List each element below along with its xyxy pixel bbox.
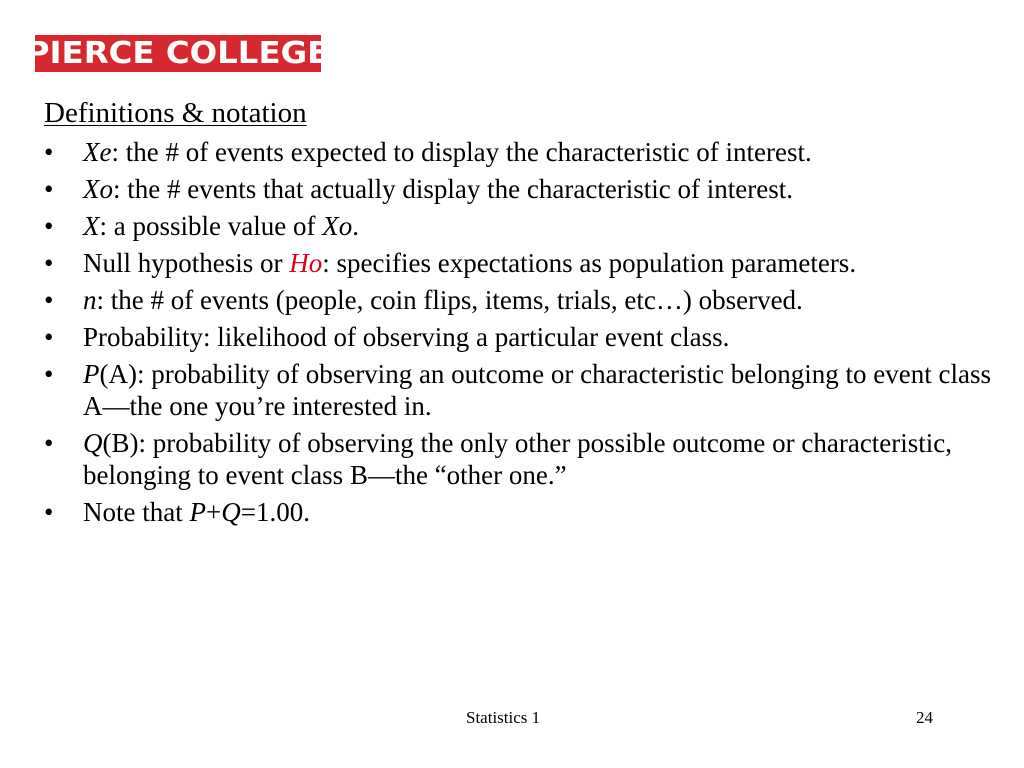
bullet-probability-text: Probability: likelihood of observing a particular event class. <box>83 322 730 352</box>
bullet-n-text: : the # of events (people, coin flips, items, trials, etc…) observed. <box>96 285 803 315</box>
term-xo-ref: Xo <box>322 211 353 241</box>
term-p-note: P <box>189 497 206 527</box>
bullet-note-end: =1.00. <box>240 497 310 527</box>
term-xe: Xe <box>83 137 112 167</box>
bullet-x-end: . <box>352 211 359 241</box>
bullet-q <box>44 427 994 491</box>
bullet-note-pre: Note that <box>83 497 190 527</box>
bullet-probability <box>44 321 994 353</box>
term-ho: Ho <box>289 248 323 278</box>
term-x: X <box>83 211 100 241</box>
term-xo: Xo <box>83 174 113 204</box>
bullet-xo-text: : the # events that actually display the characteristic of interest. <box>113 174 793 204</box>
bullet-ho-pre: Null hypothesis or <box>83 248 290 278</box>
term-p: P <box>83 359 100 389</box>
bullet-xe <box>44 136 994 168</box>
bullet-xo <box>44 173 994 205</box>
bullet-note-plus: + <box>205 497 222 527</box>
bullet-xe-text: : the # of events expected to display the characteristic of interest. <box>111 137 812 167</box>
pierce-college-logo <box>26 35 330 72</box>
footer-title: Statistics 1 <box>466 708 541 727</box>
term-q-note: Q <box>221 497 241 527</box>
logo-text: PIERCE COLLEGE <box>26 35 330 71</box>
bullet-note <box>44 496 994 528</box>
term-n: n <box>83 285 97 315</box>
term-q: Q <box>83 428 103 458</box>
bullet-q-text: (B): probability of observing the only other possible outcome or characteristic, belonging to event class B—the “other one.” <box>83 428 953 490</box>
slide-heading: Definitions & notation <box>44 97 307 129</box>
bullet-null-hypothesis <box>44 247 994 279</box>
definitions-list <box>44 136 994 533</box>
bullet-p-text: (A): probability of observing an outcome or characteristic belonging to event class A—the one you’re interested in. <box>83 359 991 421</box>
bullet-ho-text: : specifies expectations as population parameters. <box>322 248 857 278</box>
page-number: 24 <box>916 708 933 727</box>
bullet-x <box>44 210 994 242</box>
bullet-n <box>44 284 994 316</box>
bullet-x-text: : a possible value of <box>99 211 323 241</box>
bullet-p <box>44 358 994 422</box>
